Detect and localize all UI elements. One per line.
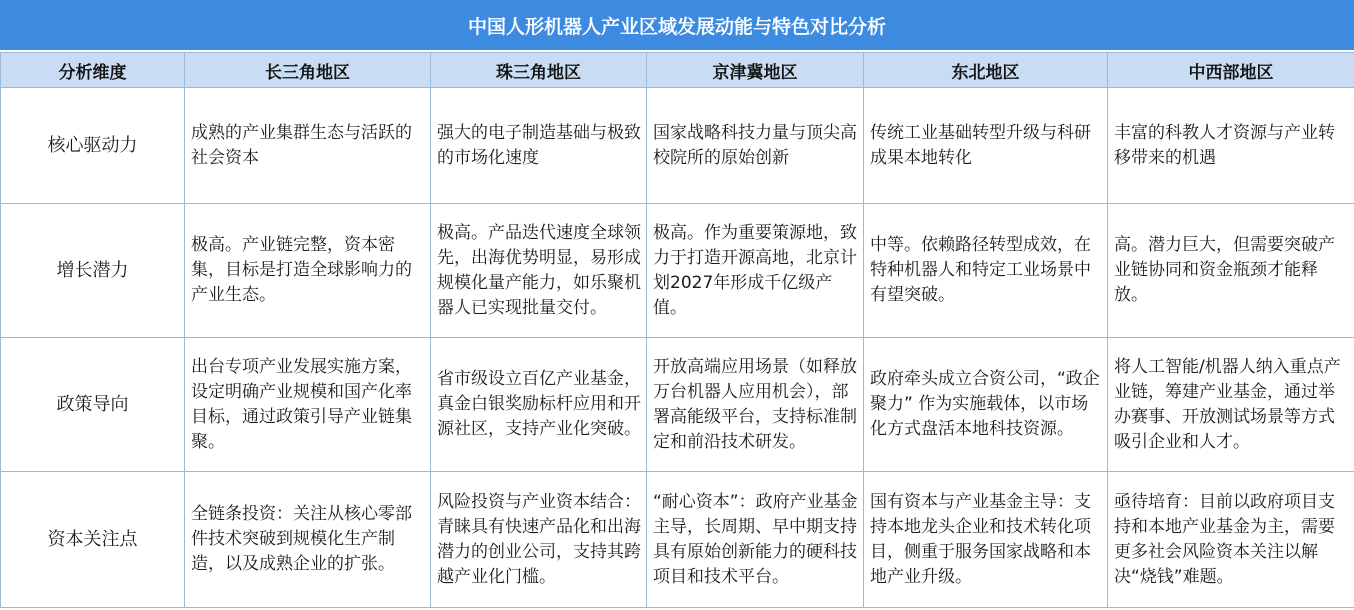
cell-text: 亟待培育：目前以政府项目支持和本地产业基金为主，需要更多社会风险资本关注以解决“烧钱”难题。 bbox=[1114, 491, 1335, 587]
row-header-policy-orientation: 政策导向 bbox=[1, 338, 185, 472]
table-cell bbox=[864, 204, 1108, 338]
column-header-northeast: 东北地区 bbox=[864, 53, 1108, 88]
cell-text: 国有资本与产业基金主导：支持本地龙头企业和技术转化项目，侧重于服务国家战略和本地产业升级。 bbox=[870, 491, 1091, 587]
cell-text: 强大的电子制造基础与极致的市场化速度 bbox=[437, 122, 641, 168]
table-cell bbox=[1108, 472, 1354, 608]
cell-text: 丰富的科教人才资源与产业转移带来的机遇 bbox=[1114, 122, 1335, 168]
table-cell bbox=[185, 472, 431, 608]
table-cell bbox=[431, 204, 647, 338]
table-row bbox=[1, 338, 1354, 472]
cell-text: 中等。依赖路径转型成效，在特种机器人和特定工业场景中有望突破。 bbox=[870, 235, 1091, 305]
cell-text: 风险投资与产业资本结合：青睐具有快速产品化和出海潜力的创业公司，支持其跨越产业化门槛。 bbox=[437, 491, 641, 587]
table-cell bbox=[1108, 338, 1354, 472]
row-header-capital-focus: 资本关注点 bbox=[1, 472, 185, 608]
cell-text: 高。潜力巨大，但需要突破产业链协同和资金瓶颈才能释放。 bbox=[1114, 235, 1335, 305]
table-cell bbox=[185, 338, 431, 472]
cell-text: 开放高端应用场景（如释放万台机器人应用机会），部署高能级平台，支持标准制定和前沿技术研发。 bbox=[653, 356, 857, 452]
table-cell bbox=[647, 472, 864, 608]
column-header-dimension: 分析维度 bbox=[1, 53, 185, 88]
table-cell bbox=[185, 204, 431, 338]
cell-text: 传统工业基础转型升级与科研成果本地转化 bbox=[870, 122, 1091, 168]
table-cell bbox=[431, 472, 647, 608]
cell-text: “耐心资本”：政府产业基金主导，长周期、早中期支持具有原始创新能力的硬科技项目和技术平台。 bbox=[653, 491, 858, 587]
table-cell bbox=[431, 338, 647, 472]
cell-text: 极高。产业链完整，资本密集，目标是打造全球影响力的产业生态。 bbox=[191, 235, 412, 305]
table-cell bbox=[864, 472, 1108, 608]
table-cell bbox=[647, 88, 864, 204]
column-header-pearl-delta: 珠三角地区 bbox=[431, 53, 647, 88]
column-header-jingjinji: 京津冀地区 bbox=[647, 53, 864, 88]
table-title: 中国人形机器人产业区域发展动能与特色对比分析 bbox=[0, 0, 1354, 52]
cell-text: 省市级设立百亿产业基金，真金白银奖励标杆应用和开源社区，支持产业化突破。 bbox=[437, 369, 641, 439]
table-row bbox=[1, 204, 1354, 338]
table-cell bbox=[1108, 204, 1354, 338]
comparison-table bbox=[0, 52, 1354, 608]
column-header-central-west: 中西部地区 bbox=[1108, 53, 1354, 88]
table-cell bbox=[864, 88, 1108, 204]
table-cell bbox=[431, 88, 647, 204]
table-cell bbox=[864, 338, 1108, 472]
cell-text: 政府牵头成立合资公司，“政企聚力” 作为实施载体，以市场化方式盘活本地科技资源。 bbox=[870, 369, 1100, 439]
cell-text: 极高。作为重要策源地，致力于打造开源高地，北京计划2027年形成千亿级产值。 bbox=[653, 222, 857, 318]
table-cell bbox=[647, 204, 864, 338]
cell-text: 极高。产品迭代速度全球领先，出海优势明显，易形成规模化量产能力，如乐聚机器人已实现批量交付。 bbox=[437, 222, 641, 318]
table-row bbox=[1, 88, 1354, 204]
cell-text: 出台专项产业发展实施方案，设定明确产业规模和国产化率目标，通过政策引导产业链集聚。 bbox=[191, 356, 412, 452]
table-cell bbox=[185, 88, 431, 204]
column-header-yangtze-delta: 长三角地区 bbox=[185, 53, 431, 88]
table-cell bbox=[647, 338, 864, 472]
cell-text: 成熟的产业集群生态与活跃的社会资本 bbox=[191, 122, 412, 168]
cell-text: 将人工智能/机器人纳入重点产业链，筹建产业基金，通过举办赛事、开放测试场景等方式吸引企业和人才。 bbox=[1114, 356, 1341, 452]
table-row bbox=[1, 472, 1354, 608]
cell-text: 全链条投资：关注从核心零部件技术突破到规模化生产制造，以及成熟企业的扩张。 bbox=[191, 504, 412, 574]
table-cell bbox=[1108, 88, 1354, 204]
cell-text: 国家战略科技力量与顶尖高校院所的原始创新 bbox=[653, 122, 857, 168]
header-row bbox=[1, 53, 1354, 88]
row-header-growth-potential: 增长潜力 bbox=[1, 204, 185, 338]
row-header-core-driver: 核心驱动力 bbox=[1, 88, 185, 204]
